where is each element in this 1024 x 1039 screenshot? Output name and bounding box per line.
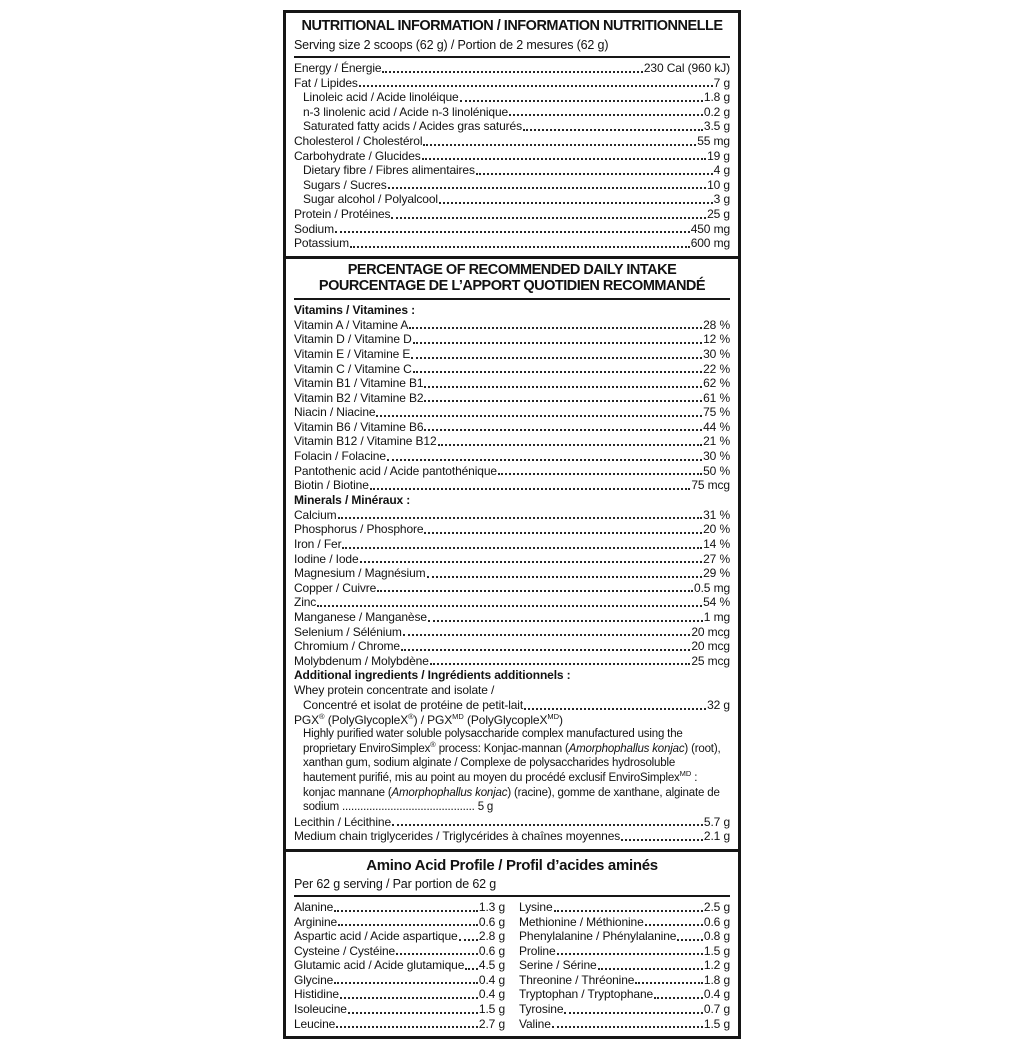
nutrient-value: 10 g — [707, 177, 730, 192]
vitamin-value: 75 mcg — [691, 478, 730, 493]
whey-protein-label: Concentré et isolat de protéine de petit-lait — [303, 697, 524, 712]
nutrient-value: 600 mg — [690, 236, 730, 251]
dot-leader — [424, 386, 702, 388]
dot-leader — [359, 85, 713, 87]
amino-acid-label: Glycine — [294, 972, 334, 987]
vitamin-label: Pantothenic acid / Acide pantothénique — [294, 463, 497, 478]
additional-tail-rows — [294, 815, 730, 844]
nutrition-label — [283, 10, 741, 1039]
dot-leader — [413, 342, 702, 344]
dot-leader — [554, 910, 703, 912]
mineral-label: Iron / Fer — [294, 537, 342, 552]
dot-leader — [564, 1012, 703, 1014]
vitamin-label: Vitamin B1 / Vitamine B1 — [294, 376, 424, 391]
mineral-label: Chromium / Chrome — [294, 639, 400, 654]
mineral-row — [294, 654, 730, 669]
nutrient-value: 1.8 g — [703, 90, 730, 105]
amino-acid-row — [519, 915, 730, 930]
vitamin-value: 50 % — [703, 463, 730, 478]
additional-ingredients-heading: Additional ingredients / Ingrédients additionnels : — [294, 668, 571, 683]
vitamin-row — [294, 420, 730, 435]
additional-ingredient-label: Lecithin / Lécithine — [294, 814, 391, 829]
mineral-rows — [294, 508, 730, 669]
dot-leader — [430, 663, 691, 665]
dot-leader — [459, 939, 478, 941]
amino-acid-row — [519, 1002, 730, 1017]
nutrient-value: 0.2 g — [703, 104, 730, 119]
vitamin-label: Niacin / Niacine — [294, 405, 376, 420]
mineral-label: Phosphorus / Phosphore — [294, 522, 424, 537]
dot-leader — [460, 100, 703, 102]
whey-protein-line1: Whey protein concentrate and isolate / — [294, 683, 495, 698]
amino-acid-grid — [294, 900, 730, 1031]
dot-leader — [645, 924, 703, 926]
amino-acid-value: 4.5 g — [478, 958, 505, 973]
dot-leader — [621, 839, 703, 841]
vitamins-heading: Vitamins / Vitamines : — [294, 302, 415, 317]
nutrient-row — [294, 178, 730, 193]
amino-acid-label: Glutamic acid / Acide glutamique — [294, 958, 465, 973]
amino-acid-section — [286, 849, 738, 1036]
amino-acid-row — [519, 987, 730, 1002]
vitamin-row — [294, 332, 730, 347]
vitamin-label: Vitamin A / Vitamine A — [294, 317, 409, 332]
amino-column-left — [294, 900, 505, 1031]
dot-leader — [382, 71, 642, 73]
amino-acid-row — [294, 915, 505, 930]
amino-acid-label: Serine / Sérine — [519, 958, 597, 973]
mineral-value: 0.5 mg — [694, 580, 730, 595]
vitamin-label: Vitamin E / Vitamine E — [294, 346, 411, 361]
dot-leader — [465, 968, 478, 970]
amino-acid-row — [519, 900, 730, 915]
mineral-value: 20 % — [703, 522, 730, 537]
amino-acid-value: 2.8 g — [478, 929, 505, 944]
dot-leader — [557, 953, 703, 955]
dot-leader — [523, 129, 703, 131]
mineral-row — [294, 581, 730, 596]
nutrient-row — [294, 222, 730, 237]
nutrient-row — [294, 236, 730, 251]
nutrient-label: Carbohydrate / Glucides — [294, 148, 421, 163]
vitamin-row — [294, 318, 730, 333]
pgx-heading: PGX® (PolyGlycopleX®) / $PGX^{MD}$ (PolyGlycopleX$^{MD}$) — [294, 711, 563, 727]
amino-acid-label: Phenylalanine / Phénylalanine — [519, 929, 677, 944]
vitamin-row — [294, 376, 730, 391]
dot-leader — [424, 400, 702, 402]
dot-leader — [427, 576, 703, 578]
nutrient-row — [294, 76, 730, 91]
mineral-label: Calcium — [294, 507, 337, 522]
dot-leader — [498, 473, 702, 475]
minerals-heading: Minerals / Minéraux : — [294, 492, 411, 507]
dot-leader — [348, 1012, 478, 1014]
dot-leader — [598, 968, 703, 970]
daily-intake-header — [294, 262, 730, 300]
dot-leader — [401, 649, 690, 651]
additional-ingredient-row — [294, 829, 730, 844]
amino-acid-row — [519, 973, 730, 988]
amino-acid-row — [294, 973, 505, 988]
vitamin-label: Folacin / Folacine — [294, 449, 386, 464]
dot-leader — [336, 1026, 478, 1028]
nutrient-value: 230 Cal (960 kJ) — [643, 61, 730, 75]
nutrient-row — [294, 207, 730, 222]
dot-leader — [334, 910, 478, 912]
nutrient-label: Dietary fibre / Fibres alimentaires — [303, 163, 475, 178]
nutrient-label: Protein / Protéines — [294, 206, 391, 221]
mineral-value: 14 % — [703, 537, 730, 552]
vitamin-value: 21 % — [703, 434, 730, 449]
dot-leader — [409, 327, 702, 329]
nutrient-value: 3 g — [713, 192, 730, 207]
nutrient-row — [294, 90, 730, 105]
mineral-label: Iodine / Iode — [294, 551, 359, 566]
mineral-value: 1 mg — [703, 610, 730, 624]
dot-leader — [338, 924, 478, 926]
amino-acid-title: Amino Acid Profile / Profil d’acides aminés — [366, 856, 658, 874]
nutritional-information-section — [286, 13, 738, 256]
dot-leader — [476, 173, 713, 175]
dot-leader — [377, 590, 693, 592]
mineral-row — [294, 639, 730, 654]
amino-acid-label: Methionine / Méthionine — [519, 914, 644, 929]
amino-acid-row — [294, 944, 505, 959]
mineral-row — [294, 537, 730, 552]
dot-leader — [392, 824, 703, 826]
amino-acid-value: 1.2 g — [703, 958, 730, 973]
additional-ingredient-value: 5.7 g — [703, 814, 730, 829]
dot-leader — [388, 187, 707, 189]
mineral-value: 20 mcg — [691, 624, 730, 639]
mineral-row — [294, 552, 730, 567]
dot-leader — [424, 429, 702, 431]
mineral-label: Zinc — [294, 595, 317, 610]
dot-leader — [396, 953, 478, 955]
amino-acid-value: 1.5 g — [703, 1016, 730, 1031]
vitamin-label: Vitamin C / Vitamine C — [294, 361, 412, 376]
nutrient-value: 4 g — [713, 163, 730, 178]
vitamin-value: 30 % — [703, 346, 730, 361]
mineral-row — [294, 625, 730, 640]
nutrient-label: Cholesterol / Cholestérol — [294, 133, 423, 148]
serving-size-line: Serving size 2 scoops (62 g) / Portion de 2 mesures (62 g) — [294, 38, 730, 58]
amino-acid-value: 2.7 g — [478, 1016, 505, 1031]
vitamin-row — [294, 449, 730, 464]
nutrient-row — [294, 163, 730, 178]
nutrient-label: Potassium — [294, 236, 349, 251]
vitamin-label: Vitamin D / Vitamine D — [294, 332, 412, 347]
vitamin-row — [294, 391, 730, 406]
additional-ingredient-row — [294, 815, 730, 830]
dot-leader — [334, 982, 478, 984]
vitamin-rows — [294, 318, 730, 493]
dot-leader — [524, 708, 706, 710]
nutrient-rows — [294, 61, 730, 251]
amino-acid-value: 0.7 g — [703, 1002, 730, 1017]
vitamin-row — [294, 405, 730, 420]
vitamin-row — [294, 362, 730, 377]
vitamin-label: Vitamin B2 / Vitamine B2 — [294, 390, 424, 405]
dot-leader — [317, 605, 702, 607]
mineral-value: 25 mcg — [691, 653, 730, 668]
mineral-value: 29 % — [703, 566, 730, 581]
nutrient-value: 19 g — [707, 148, 730, 163]
nutrient-row — [294, 134, 730, 149]
amino-acid-value: 0.8 g — [703, 929, 730, 944]
amino-acid-value: 0.6 g — [478, 943, 505, 958]
nutrient-label: Linoleic acid / Acide linoléique — [303, 90, 459, 105]
amino-acid-label: Valine — [519, 1016, 551, 1031]
amino-acid-value: 1.3 g — [478, 899, 505, 914]
amino-acid-label: Lysine — [519, 899, 553, 914]
amino-acid-row — [294, 929, 505, 944]
additional-ingredient-value: 2.1 g — [703, 829, 730, 844]
vitamin-label: Vitamin B12 / Vitamine B12 — [294, 434, 437, 449]
whey-protein-value: 32 g — [707, 697, 730, 712]
dot-leader — [338, 517, 703, 519]
nutrient-value: 25 g — [707, 206, 730, 221]
nutrient-label: Sugar alcohol / Polyalcool — [303, 192, 438, 207]
daily-intake-title-fr: POURCENTAGE DE L’APPORT QUOTIDIEN RECOMMANDÉ — [318, 278, 706, 295]
whey-protein-row — [294, 698, 730, 713]
mineral-value: 20 mcg — [691, 639, 730, 654]
amino-acid-value: 1.8 g — [703, 972, 730, 987]
vitamin-row — [294, 434, 730, 449]
vitamin-value: 61 % — [703, 390, 730, 405]
vitamin-row — [294, 478, 730, 493]
amino-acid-label: Tyrosine — [519, 1002, 564, 1017]
dot-leader — [342, 547, 702, 549]
nutrient-label: Sodium — [294, 221, 334, 236]
dot-leader — [552, 1026, 703, 1028]
mineral-row — [294, 522, 730, 537]
amino-acid-label: Cysteine / Cystéine — [294, 943, 396, 958]
amino-acid-row — [519, 958, 730, 973]
dot-leader — [424, 532, 702, 534]
nutrient-value: 7 g — [713, 75, 730, 90]
mineral-row — [294, 508, 730, 523]
mineral-label: Selenium / Sélénium — [294, 624, 402, 639]
amino-acid-value: 1.5 g — [703, 943, 730, 958]
amino-acid-row — [294, 900, 505, 915]
nutrient-label: n-3 linolenic acid / Acide n-3 linolénique — [303, 104, 509, 119]
amino-acid-label: Aspartic acid / Acide aspartique — [294, 929, 458, 944]
dot-leader — [635, 982, 703, 984]
mineral-row — [294, 566, 730, 581]
vitamin-value: 44 % — [703, 419, 730, 434]
dot-leader — [439, 202, 713, 204]
nutrient-row — [294, 192, 730, 207]
mineral-row — [294, 595, 730, 610]
nutrient-label: Sugars / Sucres — [303, 177, 387, 192]
dot-leader — [391, 217, 706, 219]
nutrient-value: 450 mg — [690, 221, 730, 236]
amino-acid-value: 1.5 g — [478, 1002, 505, 1017]
mineral-label: Molybdenum / Molybdène — [294, 653, 429, 668]
dot-leader — [370, 488, 691, 490]
amino-acid-row — [519, 944, 730, 959]
mineral-label: Manganese / Manganèse — [294, 610, 427, 624]
amino-acid-label: Proline — [519, 943, 556, 958]
nutrient-value: 55 mg — [697, 133, 730, 148]
dot-leader — [376, 415, 702, 417]
mineral-value: 31 % — [703, 507, 730, 522]
dot-leader — [387, 459, 702, 461]
amino-acid-value: 0.4 g — [478, 972, 505, 987]
vitamin-value: 22 % — [703, 361, 730, 376]
amino-acid-label: Leucine — [294, 1016, 336, 1031]
dot-leader — [423, 144, 696, 146]
amino-acid-label: Tryptophan / Tryptophane — [519, 987, 654, 1002]
dot-leader — [422, 158, 706, 160]
dot-leader — [438, 444, 703, 446]
amino-acid-label: Isoleucine — [294, 1002, 347, 1017]
amino-acid-row — [294, 958, 505, 973]
nutrient-label: Fat / Lipides — [294, 75, 358, 90]
amino-acid-row — [294, 1002, 505, 1017]
vitamin-label: Biotin / Biotine — [294, 478, 369, 493]
vitamin-row — [294, 464, 730, 479]
pgx-description: Highly purified water soluble polysaccharide complex manufactured using the proprietary EnviroSimplex® process: Konjac-mannan (Amorphophallus konjac) (root), xanthan gum, sodium alginate / Complexe de polysaccharides hydrosoluble hautement purifié, mis au point au moyen du procédé exclusif EnviroSimplex$^{MD}$ : konjac mannane (Amorphophallus konjac) (racine), gomme de xanthane, alginate de sodium ............................................ 5 g — [303, 728, 721, 814]
nutritional-information-title: NUTRITIONAL INFORMATION / INFORMATION NUTRITIONNELLE — [301, 18, 723, 34]
dot-leader — [677, 939, 703, 941]
mineral-label: Magnesium / Magnésium — [294, 566, 426, 581]
dot-leader — [403, 634, 691, 636]
vitamin-value: 28 % — [703, 317, 730, 332]
vitamin-value: 62 % — [703, 376, 730, 391]
vitamin-value: 75 % — [703, 405, 730, 420]
nutrient-row — [294, 149, 730, 164]
dot-leader — [428, 620, 703, 622]
nutrient-label: Energy / Énergie — [294, 61, 382, 75]
amino-acid-row — [294, 987, 505, 1002]
amino-serving-line: Per 62 g serving / Par portion de 62 g — [294, 877, 730, 897]
mineral-label: Copper / Cuivre — [294, 580, 377, 595]
daily-intake-section — [286, 256, 738, 849]
amino-acid-label: Alanine — [294, 899, 334, 914]
nutrient-row — [294, 105, 730, 120]
amino-acid-value: 0.4 g — [478, 987, 505, 1002]
amino-acid-label: Histidine — [294, 987, 339, 1002]
nutrient-row — [294, 61, 730, 76]
daily-intake-title-en: PERCENTAGE OF RECOMMENDED DAILY INTAKE — [347, 261, 677, 278]
nutrient-row — [294, 119, 730, 134]
amino-acid-value: 0.6 g — [478, 914, 505, 929]
dot-leader — [509, 114, 703, 116]
vitamin-label: Vitamin B6 / Vitamine B6 — [294, 419, 424, 434]
dot-leader — [413, 371, 702, 373]
amino-acid-label: Threonine / Thréonine — [519, 972, 635, 987]
vitamin-value: 30 % — [703, 449, 730, 464]
nutrient-label: Saturated fatty acids / Acides gras saturés — [303, 119, 522, 134]
additional-ingredient-label: Medium chain triglycerides / Triglycérides à chaînes moyennes — [294, 829, 621, 844]
amino-acid-value: 0.4 g — [703, 987, 730, 1002]
dot-leader — [411, 357, 702, 359]
amino-acid-value: 2.5 g — [703, 899, 730, 914]
amino-acid-value: 0.6 g — [703, 914, 730, 929]
dot-leader — [654, 997, 703, 999]
vitamin-value: 12 % — [703, 332, 730, 347]
dot-leader — [360, 561, 703, 563]
dot-leader — [340, 997, 478, 999]
dot-leader — [350, 246, 690, 248]
amino-acid-label: Arginine — [294, 914, 338, 929]
nutrient-value: 3.5 g — [703, 119, 730, 134]
mineral-value: 54 % — [703, 595, 730, 610]
mineral-row — [294, 610, 730, 625]
mineral-value: 27 % — [703, 551, 730, 566]
vitamin-row — [294, 347, 730, 362]
amino-acid-row — [519, 929, 730, 944]
amino-column-right — [519, 900, 730, 1031]
dot-leader — [335, 231, 690, 233]
